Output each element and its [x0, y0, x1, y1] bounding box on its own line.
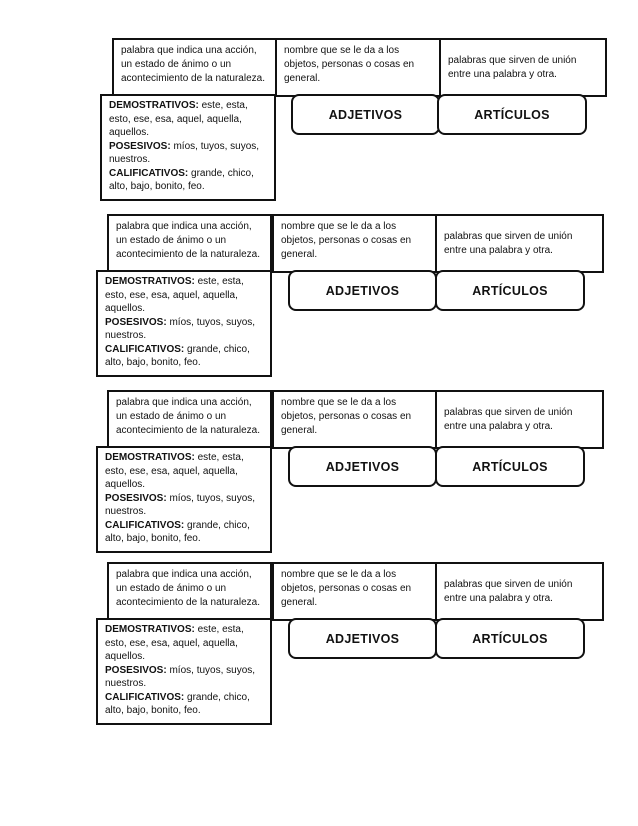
posesivos-text: míos, tuyos, suyos, nuestros. — [105, 664, 256, 689]
posesivos-text: míos, tuyos, suyos, nuestros. — [105, 316, 256, 341]
label-text: ARTÍCULOS — [472, 459, 548, 474]
examples-card[interactable] — [96, 618, 272, 725]
calificativos-text: grande, chico, alto, bajo, bonito, feo. — [105, 691, 250, 716]
posesivos-label: POSESIVOS: — [105, 316, 167, 328]
definition-card-union[interactable] — [435, 214, 604, 273]
label-card-articulos[interactable] — [435, 446, 585, 487]
definition-text: palabras que sirven de unión entre una palabra y otra. — [444, 230, 573, 256]
definition-text: palabra que indica una acción, un estado de ánimo o un acontecimiento de la naturaleza. — [116, 397, 260, 436]
calificativos-label: CALIFICATIVOS: — [105, 343, 185, 355]
calificativos-text: grande, chico, alto, bajo, bonito, feo. — [105, 343, 250, 368]
examples-card[interactable] — [96, 270, 272, 377]
definition-card-nombre[interactable] — [272, 562, 437, 621]
label-card-adjetivos[interactable] — [288, 270, 437, 311]
definition-text: palabra que indica una acción, un estado de ánimo o un acontecimiento de la naturaleza. — [116, 569, 260, 608]
label-card-adjetivos[interactable] — [291, 94, 440, 135]
examples-card[interactable] — [96, 446, 272, 553]
definition-card-union[interactable] — [435, 390, 604, 449]
calificativos-label: CALIFICATIVOS: — [105, 519, 185, 531]
definition-card-union[interactable] — [435, 562, 604, 621]
demostrativos-label: DEMOSTRATIVOS: — [105, 276, 195, 287]
calificativos-label: CALIFICATIVOS: — [109, 167, 189, 179]
label-card-adjetivos[interactable] — [288, 618, 437, 659]
card-set-1 — [0, 38, 638, 208]
definition-text: nombre que se le da a los objetos, personas o cosas en general. — [281, 397, 412, 436]
posesivos-label: POSESIVOS: — [105, 664, 167, 676]
definition-card-accion[interactable] — [107, 390, 272, 449]
label-card-articulos[interactable] — [435, 270, 585, 311]
definition-card-accion[interactable] — [112, 38, 277, 97]
definition-card-nombre[interactable] — [275, 38, 441, 97]
definition-text: nombre que se le da a los objetos, personas o cosas en general. — [281, 221, 412, 260]
label-text: ARTÍCULOS — [472, 283, 548, 298]
label-text: ARTÍCULOS — [474, 107, 550, 122]
calificativos-text: grande, chico, alto, bajo, bonito, feo. — [109, 167, 254, 192]
demostrativos-text: este, esta, esto, ese, esa, aquel, aquella, aquellos. — [109, 100, 248, 138]
examples-card[interactable] — [100, 94, 276, 201]
demostrativos-label: DEMOSTRATIVOS: — [109, 100, 199, 111]
definition-card-union[interactable] — [439, 38, 607, 97]
posesivos-text: míos, tuyos, suyos, nuestros. — [109, 140, 260, 165]
card-set-4 — [0, 562, 638, 732]
definition-text: palabra que indica una acción, un estado de ánimo o un acontecimiento de la naturaleza. — [121, 45, 265, 84]
definition-card-nombre[interactable] — [272, 214, 437, 273]
definition-text: palabras que sirven de unión entre una palabra y otra. — [444, 406, 573, 432]
definition-text: nombre que se le da a los objetos, personas o cosas en general. — [281, 569, 412, 608]
label-text: ADJETIVOS — [328, 107, 403, 122]
definition-text: palabras que sirven de unión entre una palabra y otra. — [448, 54, 577, 80]
demostrativos-text: este, esta, esto, ese, esa, aquel, aquella, aquellos. — [105, 624, 244, 662]
posesivos-text: míos, tuyos, suyos, nuestros. — [105, 492, 256, 517]
definition-text: palabras que sirven de unión entre una palabra y otra. — [444, 578, 573, 604]
label-text: ADJETIVOS — [325, 283, 400, 298]
label-card-adjetivos[interactable] — [288, 446, 437, 487]
demostrativos-label: DEMOSTRATIVOS: — [105, 452, 195, 463]
definition-card-accion[interactable] — [107, 562, 272, 621]
calificativos-text: grande, chico, alto, bajo, bonito, feo. — [105, 519, 250, 544]
label-text: ADJETIVOS — [325, 459, 400, 474]
definition-text: nombre que se le da a los objetos, personas o cosas en general. — [284, 45, 415, 84]
posesivos-label: POSESIVOS: — [109, 140, 171, 152]
calificativos-label: CALIFICATIVOS: — [105, 691, 185, 703]
definition-text: palabra que indica una acción, un estado de ánimo o un acontecimiento de la naturaleza. — [116, 221, 260, 260]
card-set-2 — [0, 214, 638, 384]
demostrativos-text: este, esta, esto, ese, esa, aquel, aquella, aquellos. — [105, 452, 244, 490]
definition-card-nombre[interactable] — [272, 390, 437, 449]
demostrativos-text: este, esta, esto, ese, esa, aquel, aquella, aquellos. — [105, 276, 244, 314]
demostrativos-label: DEMOSTRATIVOS: — [105, 624, 195, 635]
definition-card-accion[interactable] — [107, 214, 272, 273]
label-text: ADJETIVOS — [325, 631, 400, 646]
label-card-articulos[interactable] — [437, 94, 587, 135]
label-text: ARTÍCULOS — [472, 631, 548, 646]
card-set-3 — [0, 390, 638, 560]
posesivos-label: POSESIVOS: — [105, 492, 167, 504]
label-card-articulos[interactable] — [435, 618, 585, 659]
